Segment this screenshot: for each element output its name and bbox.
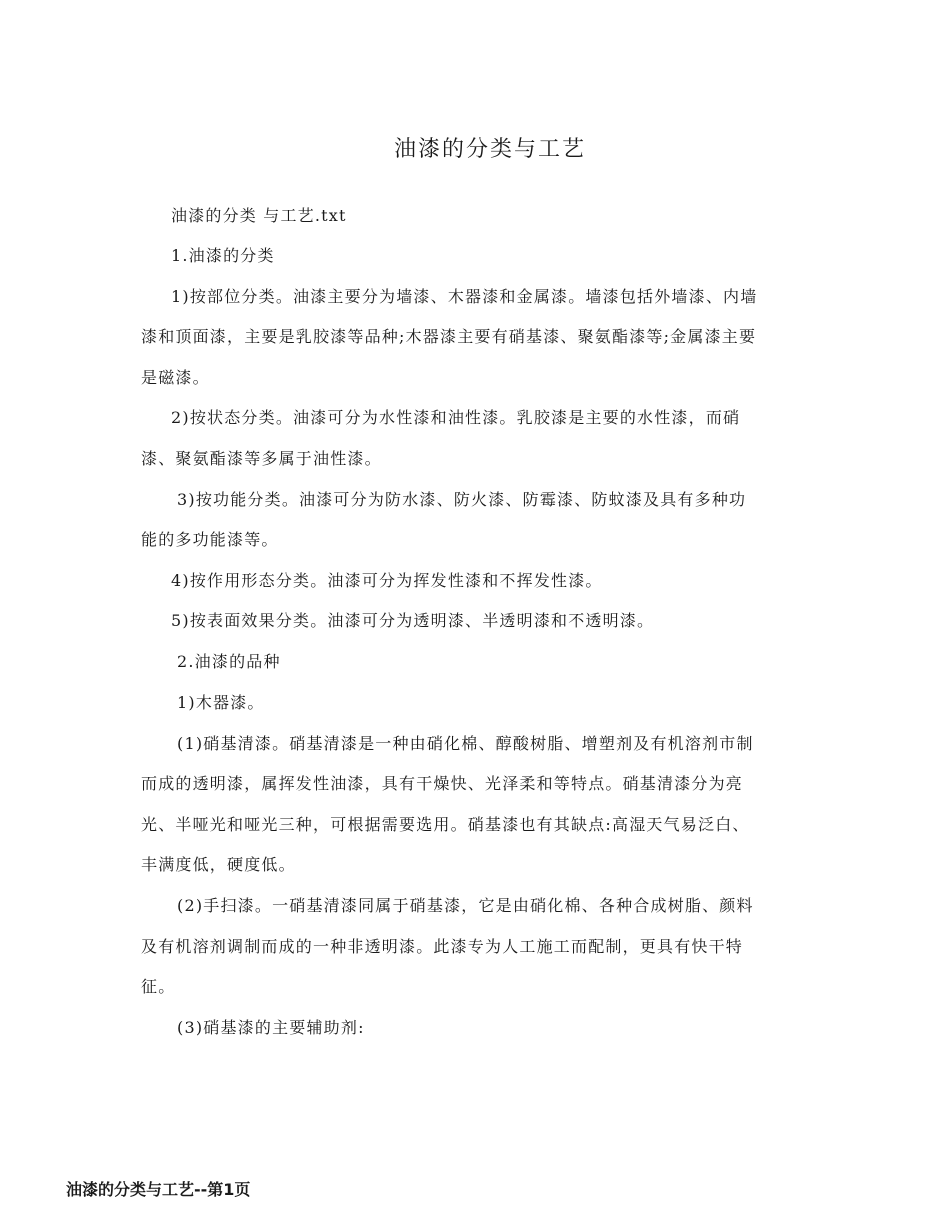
paragraph-line: 而成的透明漆，属挥发性油漆，具有干燥快、光泽柔和等特点。硝基清漆分为亮 [141,774,744,793]
document-title: 油漆的分类与工艺 [393,137,586,162]
paragraph-line: 2)按状态分类。油漆可分为水性漆和油性漆。乳胶漆是主要的水性漆，而硝 [171,408,741,427]
paragraph-line: 漆和顶面漆，主要是乳胶漆等品种;木器漆主要有硝基漆、聚氨酯漆等;金属漆主要 [141,327,757,346]
paragraph-line: 4)按作用形态分类。油漆可分为挥发性漆和不挥发性漆。 [171,571,603,590]
paragraph-line: 征。 [141,977,176,996]
paragraph-line: 1)按部位分类。油漆主要分为墙漆、木器漆和金属漆。墙漆包括外墙漆、内墙 [171,287,758,306]
paragraph-line: (2)手扫漆。一硝基清漆同属于硝基漆，它是由硝化棉、各种合成树脂、颜料 [177,896,754,915]
paragraph-line: 3)按功能分类。油漆可分为防水漆、防火漆、防霉漆、防蚊漆及具有多种功 [177,490,747,509]
paragraph-line: 漆、聚氨酯漆等多属于油性漆。 [141,449,382,468]
paragraph-line: (1)硝基清漆。硝基清漆是一种由硝化棉、醇酸树脂、增塑剂及有机溶剂市制 [177,734,754,753]
paragraph-line: 光、半哑光和哑光三种，可根据需要选用。硝基漆也有其缺点:高湿天气易泛白、 [141,815,750,834]
page-footer: 油漆的分类与工艺--第1页 [66,1180,251,1199]
paragraph-line: 5)按表面效果分类。油漆可分为透明漆、半透明漆和不透明漆。 [171,611,655,630]
section-heading-varieties: 2.油漆的品种 [177,652,281,671]
paragraph-line: 及有机溶剂调制而成的一种非透明漆。此漆专为人工施工而配制，更具有快干特 [141,937,744,956]
subsection-heading: 1)木器漆。 [177,693,265,712]
section-heading-classification: 1.油漆的分类 [171,246,275,265]
paragraph-line: (3)硝基漆的主要辅助剂: [177,1018,365,1037]
paragraph-line: 能的多功能漆等。 [141,530,279,549]
paragraph-line: 是磁漆。 [141,368,210,387]
file-name: 油漆的分类 与工艺.txt [171,206,347,225]
paragraph-line: 丰满度低，硬度低。 [141,855,296,874]
